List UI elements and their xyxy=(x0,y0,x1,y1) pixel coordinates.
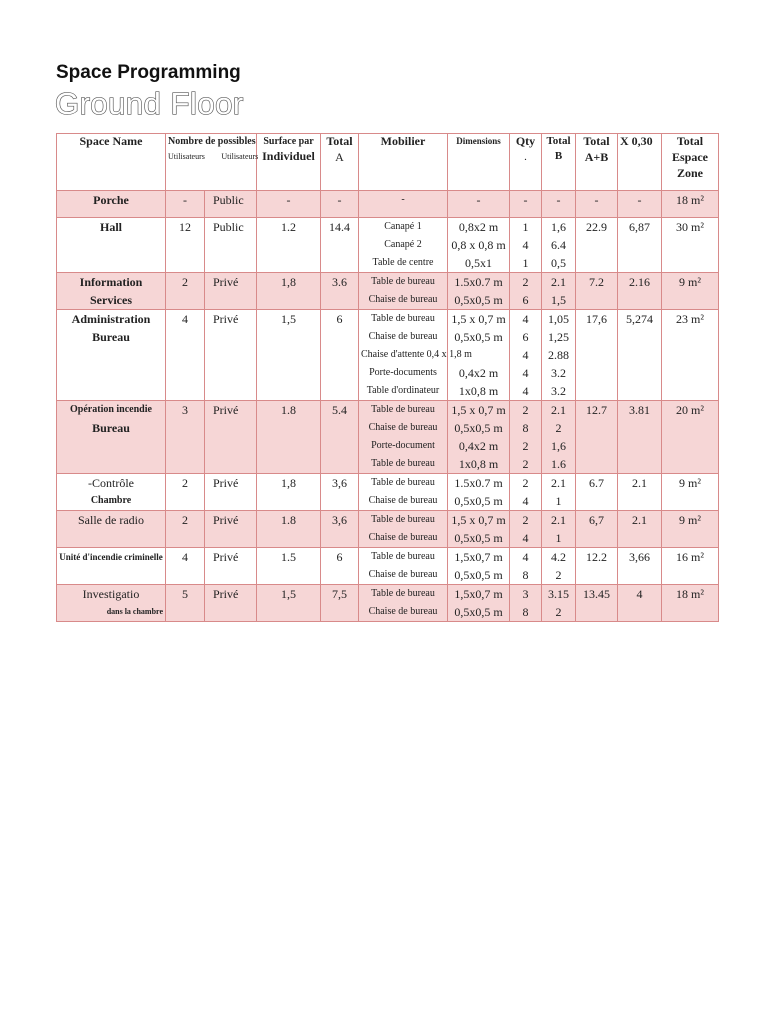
cell-space-name xyxy=(57,191,166,218)
cell-access: Privé xyxy=(205,585,257,622)
cell-dimensions xyxy=(448,548,510,585)
space-name-line: Porche xyxy=(93,193,129,207)
cell-users: 12 xyxy=(166,218,205,273)
cell-total-b xyxy=(542,273,576,310)
cell-total-b-line: 1,05 xyxy=(548,312,569,326)
cell-total-b-line: 4.2 xyxy=(551,550,566,564)
cell-dimensions-line: 0,4x2 m xyxy=(458,366,499,380)
cell-x-factor: 2.1 xyxy=(618,474,662,511)
cell-qty-line: 4 xyxy=(522,550,529,564)
cell-dimensions-line: 1.5x0.7 m xyxy=(454,476,503,490)
cell-qty xyxy=(510,218,542,273)
cell-qty xyxy=(510,548,542,585)
cell-total-b xyxy=(542,548,576,585)
cell-total-b xyxy=(542,191,576,218)
cell-dimensions-line: 1,5 x 0,7 m xyxy=(451,403,506,417)
cell-total-b xyxy=(542,585,576,622)
cell-total-a: 3,6 xyxy=(321,474,359,511)
cell-qty-line: 4 xyxy=(522,494,529,508)
cell-dimensions-line: 1,5 x 0,7 m xyxy=(451,513,506,527)
cell-total-b-line: 3.2 xyxy=(551,366,566,380)
cell-qty-line: 2 xyxy=(522,513,529,527)
cell-total-a: 5.4 xyxy=(321,401,359,474)
space-name-line: Services xyxy=(90,293,132,307)
space-name-line: Salle de radio xyxy=(78,513,144,527)
header-surface: Surface par Individuel xyxy=(257,134,321,191)
cell-access: Privé xyxy=(205,273,257,310)
cell-total-a: 3.6 xyxy=(321,273,359,310)
table-row xyxy=(57,585,719,622)
cell-total-ab: 6.7 xyxy=(576,474,618,511)
cell-total-ab: 13.45 xyxy=(576,585,618,622)
cell-qty-line: 2 xyxy=(522,439,529,453)
cell-mobilier-line: Canapé 1 xyxy=(384,221,422,232)
cell-dimensions xyxy=(448,401,510,474)
cell-qty-line: 8 xyxy=(522,568,529,582)
cell-x-factor: 2.16 xyxy=(618,273,662,310)
cell-qty xyxy=(510,273,542,310)
cell-users: 4 xyxy=(166,310,205,401)
cell-users: 2 xyxy=(166,474,205,511)
cell-total-b-line: 2.1 xyxy=(551,403,566,417)
page-subheading: Ground Floor xyxy=(55,86,244,121)
cell-total-zone: 30 m² xyxy=(662,218,719,273)
cell-total-zone: 16 m² xyxy=(662,548,719,585)
cell-mobilier-line: Table de bureau xyxy=(371,458,435,469)
space-name-line: Unité d'incendie criminelle xyxy=(59,552,163,562)
cell-total-ab: 17,6 xyxy=(576,310,618,401)
header-space-name: Space Name xyxy=(57,134,166,191)
cell-mobilier xyxy=(359,273,448,310)
cell-dimensions-line: - xyxy=(476,193,481,207)
header-total-ab: Total A+B xyxy=(576,134,618,191)
cell-mobilier-line: Table de bureau xyxy=(371,313,435,324)
cell-total-b-line: 2 xyxy=(555,568,562,582)
page-heading: Space Programming xyxy=(56,62,241,83)
cell-surface: 1,8 xyxy=(257,474,321,511)
cell-total-b-line: 6.4 xyxy=(551,238,566,252)
cell-total-ab: - xyxy=(576,191,618,218)
header-mobilier: Mobilier xyxy=(359,134,448,191)
cell-total-b-line: 3.15 xyxy=(548,587,569,601)
cell-surface: 1.8 xyxy=(257,401,321,474)
table-row xyxy=(57,218,719,273)
cell-total-b xyxy=(542,474,576,511)
cell-total-b-line: 2.1 xyxy=(551,476,566,490)
cell-users: 4 xyxy=(166,548,205,585)
cell-space-name xyxy=(57,585,166,622)
cell-total-ab: 22.9 xyxy=(576,218,618,273)
cell-space-name xyxy=(57,401,166,474)
cell-total-b-line: 1,6 xyxy=(551,439,566,453)
cell-access: Privé xyxy=(205,548,257,585)
cell-x-factor: 2.1 xyxy=(618,511,662,548)
cell-mobilier-line: Table de bureau xyxy=(371,551,435,562)
cell-mobilier xyxy=(359,310,472,401)
cell-total-a: 14.4 xyxy=(321,218,359,273)
cell-access: Privé xyxy=(205,511,257,548)
cell-space-name xyxy=(57,474,166,511)
cell-mobilier-line: Chaise de bureau xyxy=(368,569,438,580)
cell-access: Public xyxy=(205,191,257,218)
cell-total-a: 7,5 xyxy=(321,585,359,622)
cell-mobilier-line: Table de bureau xyxy=(371,276,435,287)
header-row xyxy=(57,134,719,191)
cell-qty xyxy=(510,585,542,622)
cell-surface: - xyxy=(257,191,321,218)
cell-x-factor: - xyxy=(618,191,662,218)
cell-qty-line: 4 xyxy=(522,366,529,380)
cell-mobilier xyxy=(359,511,448,548)
cell-access: Privé xyxy=(205,474,257,511)
cell-access: Privé xyxy=(205,310,257,401)
cell-qty-line: 4 xyxy=(522,348,529,362)
cell-qty-line: 4 xyxy=(522,384,529,398)
cell-total-zone: 20 m² xyxy=(662,401,719,474)
cell-space-name xyxy=(57,511,166,548)
cell-qty-line: 4 xyxy=(522,531,529,545)
cell-dimensions-line: 0,4x2 m xyxy=(458,439,499,453)
cell-x-factor: 3.81 xyxy=(618,401,662,474)
cell-mobilier-line: Chaise de bureau xyxy=(368,331,438,342)
cell-dimensions-line: 1,5x0,7 m xyxy=(454,587,503,601)
cell-qty-line: 2 xyxy=(522,275,529,289)
cell-qty-line: 8 xyxy=(522,605,529,619)
cell-total-a: 6 xyxy=(321,310,359,401)
cell-users: - xyxy=(166,191,205,218)
space-name-line: -Contrôle xyxy=(88,476,134,490)
cell-qty-line: 1 xyxy=(522,256,529,270)
cell-mobilier-line: Table de bureau xyxy=(371,477,435,488)
cell-total-b xyxy=(542,401,576,474)
space-programming-table xyxy=(56,133,719,622)
cell-total-a: 6 xyxy=(321,548,359,585)
cell-total-zone: 18 m² xyxy=(662,191,719,218)
cell-dimensions-line: 1.5x0.7 m xyxy=(454,275,503,289)
header-total-a: Total A xyxy=(321,134,359,191)
cell-total-b xyxy=(542,218,576,273)
cell-total-b xyxy=(542,310,576,401)
cell-dimensions-line: 1x0,8 m xyxy=(458,384,499,398)
cell-mobilier-line: - xyxy=(401,194,405,205)
cell-qty xyxy=(510,474,542,511)
cell-users: 2 xyxy=(166,511,205,548)
header-total-zone: Total Espace Zone xyxy=(662,134,719,191)
cell-total-ab: 12.7 xyxy=(576,401,618,474)
cell-qty-line: 1 xyxy=(522,220,529,234)
cell-qty-line: 2 xyxy=(522,403,529,417)
cell-mobilier-line: Chaise de bureau xyxy=(368,606,438,617)
table-row xyxy=(57,191,719,218)
cell-total-b-line: 1 xyxy=(555,531,562,545)
cell-mobilier xyxy=(359,585,448,622)
cell-dimensions-line: 0,5x0,5 m xyxy=(454,605,503,619)
cell-mobilier-line: Chaise d'attente 0,4 x 1,8 m xyxy=(361,349,472,360)
cell-surface: 1,5 xyxy=(257,310,321,401)
cell-dimensions-line: 0,5x0,5 m xyxy=(454,293,503,307)
cell-total-zone: 9 m² xyxy=(662,273,719,310)
cell-dimensions-line: 0,5x0,5 m xyxy=(454,330,503,344)
cell-qty-line: 4 xyxy=(522,312,529,326)
cell-dimensions xyxy=(448,474,510,511)
cell-x-factor: 5,274 xyxy=(618,310,662,401)
cell-total-b-line: 1,6 xyxy=(551,220,566,234)
cell-total-zone: 23 m² xyxy=(662,310,719,401)
cell-qty-line: 6 xyxy=(522,330,529,344)
cell-total-zone: 9 m² xyxy=(662,511,719,548)
cell-total-b-line: 2 xyxy=(555,421,562,435)
cell-users: 2 xyxy=(166,273,205,310)
cell-users: 3 xyxy=(166,401,205,474)
cell-users: 5 xyxy=(166,585,205,622)
cell-dimensions-line: 0,5x0,5 m xyxy=(454,494,503,508)
table-row xyxy=(57,310,719,401)
cell-space-name xyxy=(57,548,166,585)
header-dimensions: Dimensions xyxy=(448,134,510,191)
cell-total-b-line: 1,5 xyxy=(551,293,566,307)
cell-total-b-line: 2.1 xyxy=(551,275,566,289)
cell-mobilier-line: Table de centre xyxy=(372,257,434,268)
cell-dimensions-line: 0,5x0,5 m xyxy=(454,421,503,435)
header-x-factor: X 0,30 xyxy=(618,134,662,191)
space-name-line: Bureau xyxy=(92,421,130,435)
cell-total-b-line: 1.6 xyxy=(551,457,566,471)
cell-dimensions xyxy=(448,191,510,218)
space-name-line: Information xyxy=(79,275,143,289)
cell-dimensions xyxy=(448,218,510,273)
cell-total-zone: 18 m² xyxy=(662,585,719,622)
cell-total-b-line: 2 xyxy=(555,605,562,619)
table-row xyxy=(57,511,719,548)
cell-surface: 1.5 xyxy=(257,548,321,585)
cell-dimensions-line: 0,5x0,5 m xyxy=(454,568,503,582)
header-qty: Qty . xyxy=(510,134,542,191)
cell-dimensions xyxy=(448,511,510,548)
cell-total-b-line: 3.2 xyxy=(551,384,566,398)
cell-mobilier-line: Porte-documents xyxy=(369,367,437,378)
space-name-line: Chambre xyxy=(90,495,132,506)
cell-total-ab: 12.2 xyxy=(576,548,618,585)
cell-total-b-line: 1,25 xyxy=(548,330,569,344)
cell-mobilier xyxy=(359,218,448,273)
cell-dimensions-line: 0,8x2 m xyxy=(458,220,499,234)
cell-dimensions-line: 1,5x0,7 m xyxy=(454,550,503,564)
cell-mobilier-line: Table de bureau xyxy=(371,404,435,415)
cell-mobilier-line: Table de bureau xyxy=(371,514,435,525)
table-row xyxy=(57,474,719,511)
space-name-line: dans la chambre xyxy=(106,607,163,616)
header-nombre: Nombre de possibles Utilisateurs Utilisateurs xyxy=(166,134,257,191)
cell-mobilier-line: Canapé 2 xyxy=(384,239,422,250)
space-name-line: Hall xyxy=(99,220,122,234)
cell-qty-line: 2 xyxy=(522,457,529,471)
table-row xyxy=(57,401,719,474)
cell-total-a: 3,6 xyxy=(321,511,359,548)
cell-space-name xyxy=(57,218,166,273)
cell-mobilier-line: Chaise de bureau xyxy=(368,422,438,433)
table-row xyxy=(57,273,719,310)
cell-qty-line: 4 xyxy=(522,238,529,252)
cell-total-b-line: - xyxy=(556,193,561,207)
cell-space-name xyxy=(57,273,166,310)
cell-qty xyxy=(510,191,542,218)
cell-qty-line: - xyxy=(523,193,528,207)
cell-mobilier-line: Table d'ordinateur xyxy=(366,385,440,396)
cell-qty-line: 8 xyxy=(522,421,529,435)
cell-qty xyxy=(510,310,542,401)
cell-total-b-line: 2.88 xyxy=(548,348,569,362)
cell-dimensions xyxy=(448,585,510,622)
cell-x-factor: 4 xyxy=(618,585,662,622)
cell-surface: 1.8 xyxy=(257,511,321,548)
cell-space-name xyxy=(57,310,166,401)
cell-qty xyxy=(510,401,542,474)
cell-mobilier-line: Chaise de bureau xyxy=(368,495,438,506)
space-name-line: Bureau xyxy=(92,330,130,344)
space-name-line: Opération incendie xyxy=(70,404,152,415)
cell-mobilier-line: Chaise de bureau xyxy=(368,532,438,543)
cell-total-b-line: 1 xyxy=(555,494,562,508)
cell-surface: 1.2 xyxy=(257,218,321,273)
space-name-line: Administration xyxy=(71,312,151,326)
cell-dimensions-line: 0,5x0,5 m xyxy=(454,531,503,545)
cell-total-ab: 7.2 xyxy=(576,273,618,310)
cell-mobilier xyxy=(359,401,448,474)
cell-dimensions-line: 1x0,8 m xyxy=(458,457,499,471)
cell-mobilier xyxy=(359,191,448,218)
space-name-line: Investigatio xyxy=(82,587,140,601)
cell-total-ab: 6,7 xyxy=(576,511,618,548)
cell-qty-line: 3 xyxy=(522,587,529,601)
cell-dimensions-line: 1,5 x 0,7 m xyxy=(451,312,506,326)
cell-access: Privé xyxy=(205,401,257,474)
cell-access: Public xyxy=(205,218,257,273)
cell-total-b-line: 2.1 xyxy=(551,513,566,527)
cell-qty-line: 6 xyxy=(522,293,529,307)
cell-dimensions-line: 0,8 x 0,8 m xyxy=(451,238,506,252)
cell-total-a: - xyxy=(321,191,359,218)
cell-qty xyxy=(510,511,542,548)
cell-mobilier xyxy=(359,474,448,511)
cell-surface: 1,8 xyxy=(257,273,321,310)
cell-surface: 1,5 xyxy=(257,585,321,622)
cell-mobilier-line: Chaise de bureau xyxy=(368,294,438,305)
cell-total-b xyxy=(542,511,576,548)
table-row xyxy=(57,548,719,585)
cell-mobilier-line: Table de bureau xyxy=(371,588,435,599)
header-total-b: Total B xyxy=(542,134,576,191)
cell-x-factor: 3,66 xyxy=(618,548,662,585)
cell-dimensions xyxy=(448,273,510,310)
cell-dimensions-line: 0,5x1 xyxy=(465,256,492,270)
cell-x-factor: 6,87 xyxy=(618,218,662,273)
cell-total-b-line: 0,5 xyxy=(551,256,566,270)
cell-mobilier-line: Porte-document xyxy=(371,440,435,451)
cell-total-zone: 9 m² xyxy=(662,474,719,511)
cell-qty-line: 2 xyxy=(522,476,529,490)
cell-mobilier xyxy=(359,548,448,585)
